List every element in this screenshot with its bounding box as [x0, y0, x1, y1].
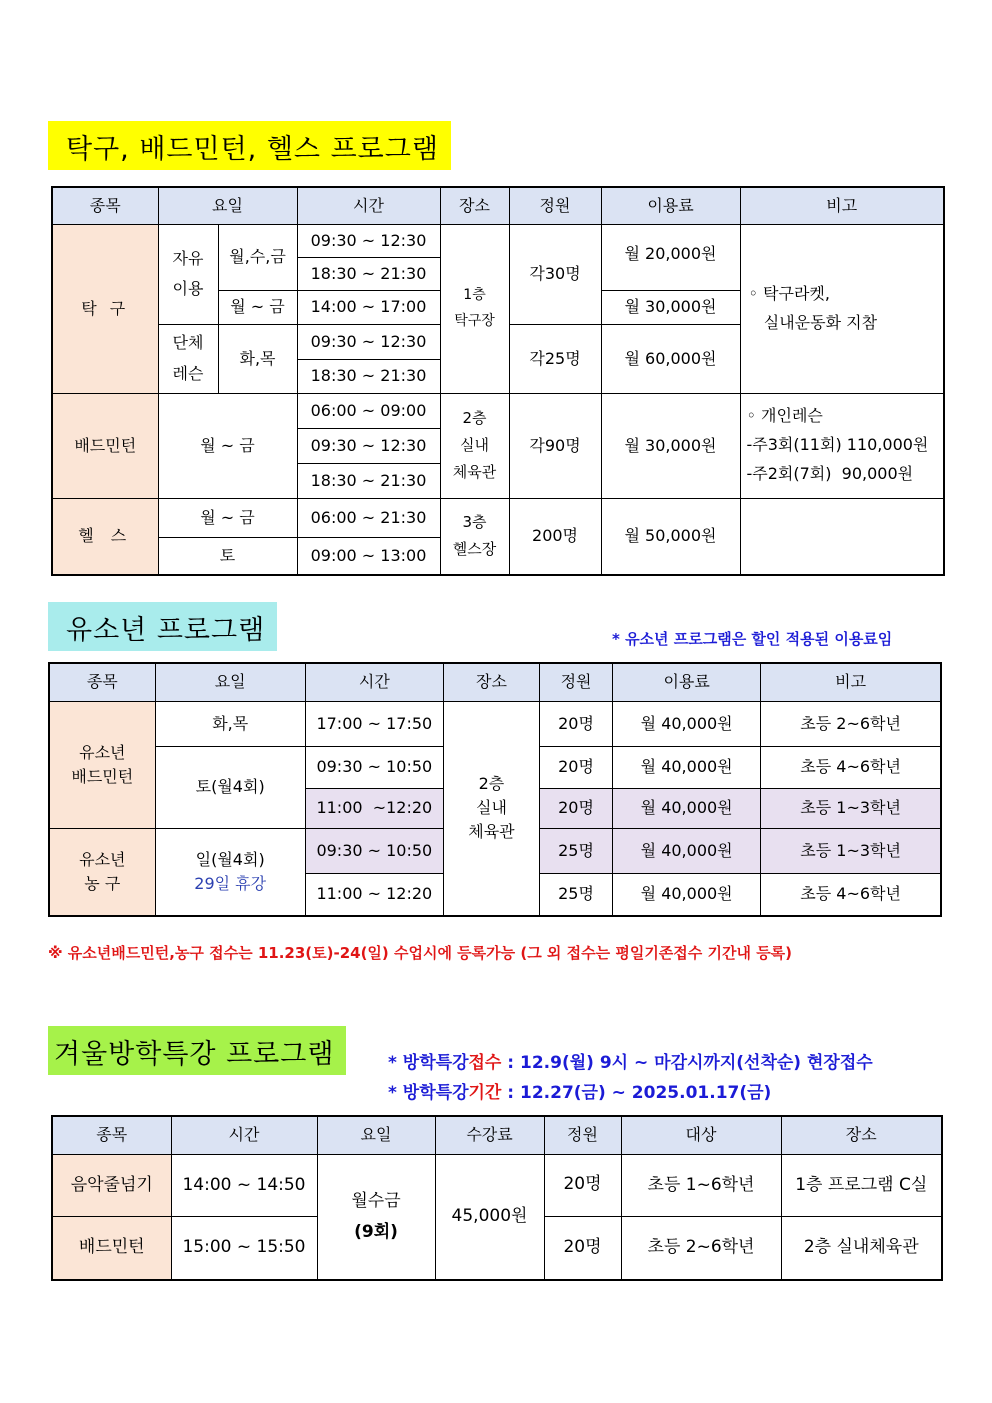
y-r1-day: 화,목: [155, 701, 305, 746]
y-r1-time: 17:00 ~ 17:50: [305, 701, 443, 746]
header-day: 요일: [158, 187, 297, 224]
group-lesson-label: 단체 레슨: [158, 324, 218, 393]
bd-note: [740, 393, 944, 498]
y-sun-day: [155, 828, 305, 916]
sport-badminton: 배드민턴: [52, 393, 158, 498]
y-r5-fee: 월 40,000원: [613, 873, 761, 916]
w-days: [317, 1154, 435, 1280]
winter-period-note: [388, 1078, 771, 1103]
y-r3-fee: 월 40,000원: [613, 788, 761, 828]
youth-basketball: 유소년 농 구: [49, 828, 155, 916]
tt-days-1: 월,수,금: [218, 224, 297, 290]
w-r1-name: 음악줄넘기: [52, 1154, 171, 1216]
w-header-place: 장소: [781, 1116, 942, 1154]
w-r2-cap: 20명: [544, 1216, 621, 1280]
hl-days-1: 월 ~ 금: [158, 498, 297, 537]
y-r1-note: 초등 2~6학년: [761, 701, 941, 746]
w-fee: 45,000원: [435, 1154, 544, 1280]
sport-fitness: 헬 스: [52, 498, 158, 575]
tt-fee-1: 월 20,000원: [601, 224, 740, 290]
bd-days: 월 ~ 금: [158, 393, 297, 498]
youth-discount-note: * 유소년 프로그램은 할인 적용된 이용료임: [612, 630, 893, 648]
sports-program-table: [51, 186, 945, 576]
tt-place: 1층 탁구장: [440, 224, 509, 393]
winter-program-table: [51, 1115, 943, 1281]
tt-capacity-1: 각30명: [509, 224, 601, 324]
y-header-capacity: 정원: [540, 663, 613, 701]
y-header-fee: 이용료: [613, 663, 761, 701]
w-header-target: 대상: [621, 1116, 781, 1154]
tt-time-4: 09:30 ~ 12:30: [297, 324, 440, 359]
sport-table-tennis: 탁 구: [52, 224, 158, 393]
bd-capacity: 각90명: [509, 393, 601, 498]
hl-place: 3층 헬스장: [440, 498, 509, 575]
free-use-label: 자유 이용: [158, 224, 218, 324]
y-r4-time: 09:30 ~ 10:50: [305, 828, 443, 873]
y-r4-cap: 25명: [540, 828, 613, 873]
w-header-time: 시간: [171, 1116, 317, 1154]
winter-note2-c: : 12.27(금) ~ 2025.01.17(금): [501, 1083, 772, 1103]
y-r2-cap: 20명: [540, 746, 613, 788]
winter-registration-note: [388, 1048, 873, 1073]
y-r3-note: 초등 1~3학년: [761, 788, 941, 828]
section-title-youth: 유소년 프로그램: [48, 602, 277, 651]
w-r2-place: 2층 실내체육관: [781, 1216, 942, 1280]
w-header-day: 요일: [317, 1116, 435, 1154]
tt-days-3: 화,목: [218, 324, 297, 393]
bd-time-1: 06:00 ~ 09:00: [297, 393, 440, 428]
y-sat-day: 토(월4회): [155, 746, 305, 828]
w-header-capacity: 정원: [544, 1116, 621, 1154]
tt-fee-2: 월 30,000원: [601, 290, 740, 324]
winter-note1-b: 접수: [468, 1053, 502, 1073]
w-r1-cap: 20명: [544, 1154, 621, 1216]
header-note: 비고: [740, 187, 944, 224]
youth-badminton: 유소년 배드민턴: [49, 701, 155, 828]
hl-capacity: 200명: [509, 498, 601, 575]
winter-note2-a: * 방학특강: [388, 1083, 469, 1103]
y-r5-note: 초등 4~6학년: [761, 873, 941, 916]
w-header-sport: 종목: [52, 1116, 171, 1154]
bd-time-3: 18:30 ~ 21:30: [297, 463, 440, 498]
w-days-label: 월수금: [351, 1191, 401, 1212]
tt-capacity-2: 각25명: [509, 324, 601, 393]
winter-note2-b: 기간: [468, 1083, 502, 1103]
hl-note: [740, 498, 944, 575]
hl-time-1: 06:00 ~ 21:30: [297, 498, 440, 537]
bd-note-line-3: -주2회(7회) 90,000원: [746, 463, 914, 483]
hl-days-2: 토: [158, 537, 297, 575]
w-r2-time: 15:00 ~ 15:50: [171, 1216, 317, 1280]
hl-time-2: 09:00 ~ 13:00: [297, 537, 440, 575]
y-header-place: 장소: [443, 663, 539, 701]
tt-days-2: 월 ~ 금: [218, 290, 297, 324]
y-header-day: 요일: [155, 663, 305, 701]
w-r1-target: 초등 1~6학년: [621, 1154, 781, 1216]
youth-registration-warning: ※ 유소년배드민턴,농구 접수는 11.23(토)-24(일) 수업시에 등록가능 (그 외 접수는 평일기존접수 기간내 등록): [48, 944, 793, 962]
y-sun-closed-note: 29일 휴강: [194, 873, 267, 893]
youth-program-table: [48, 662, 942, 917]
y-r4-fee: 월 40,000원: [613, 828, 761, 873]
y-place: 2층 실내 체육관: [443, 701, 539, 916]
header-fee: 이용료: [601, 187, 740, 224]
w-r1-place: 1층 프로그램 C실: [781, 1154, 942, 1216]
tt-time-3: 14:00 ~ 17:00: [297, 290, 440, 324]
w-r2-name: 배드민턴: [52, 1216, 171, 1280]
bd-note-line-2: -주3회(11회) 110,000원: [746, 435, 929, 455]
y-sun-day-label: 일(월4회): [195, 849, 265, 869]
y-r1-fee: 월 40,000원: [613, 701, 761, 746]
y-header-time: 시간: [305, 663, 443, 701]
w-r2-target: 초등 2~6학년: [621, 1216, 781, 1280]
header-capacity: 정원: [509, 187, 601, 224]
tt-time-2: 18:30 ~ 21:30: [297, 257, 440, 290]
tt-time-1: 09:30 ~ 12:30: [297, 224, 440, 257]
winter-note1-c: : 12.9(월) 9시 ~ 마감시까지(선착순) 현장접수: [501, 1053, 873, 1073]
y-r2-fee: 월 40,000원: [613, 746, 761, 788]
tt-fee-3: 월 60,000원: [601, 324, 740, 393]
header-sport: 종목: [52, 187, 158, 224]
y-r3-cap: 20명: [540, 788, 613, 828]
w-r1-time: 14:00 ~ 14:50: [171, 1154, 317, 1216]
y-r5-cap: 25명: [540, 873, 613, 916]
bd-place: 2층 실내 체육관: [440, 393, 509, 498]
w-session-count: (9회): [354, 1221, 398, 1242]
hl-fee: 월 50,000원: [601, 498, 740, 575]
header-time: 시간: [297, 187, 440, 224]
bd-fee: 월 30,000원: [601, 393, 740, 498]
y-r3-time: 11:00 ~12:20: [305, 788, 443, 828]
tt-note: ◦ 탁구라켓, 실내운동화 지참: [740, 224, 944, 393]
section-title-winter: 겨울방학특강 프로그램: [48, 1026, 346, 1075]
tt-time-5: 18:30 ~ 21:30: [297, 359, 440, 393]
y-header-sport: 종목: [49, 663, 155, 701]
bd-note-line-1: ◦ 개인레슨: [746, 406, 823, 426]
y-r4-note: 초등 1~3학년: [761, 828, 941, 873]
y-r2-time: 09:30 ~ 10:50: [305, 746, 443, 788]
y-r5-time: 11:00 ~ 12:20: [305, 873, 443, 916]
section-title-sports: 탁구, 배드민턴, 헬스 프로그램: [48, 121, 451, 170]
winter-note1-a: * 방학특강: [388, 1053, 469, 1073]
header-place: 장소: [440, 187, 509, 224]
w-header-fee: 수강료: [435, 1116, 544, 1154]
y-r1-cap: 20명: [540, 701, 613, 746]
y-r2-note: 초등 4~6학년: [761, 746, 941, 788]
bd-time-2: 09:30 ~ 12:30: [297, 428, 440, 463]
y-header-note: 비고: [761, 663, 941, 701]
